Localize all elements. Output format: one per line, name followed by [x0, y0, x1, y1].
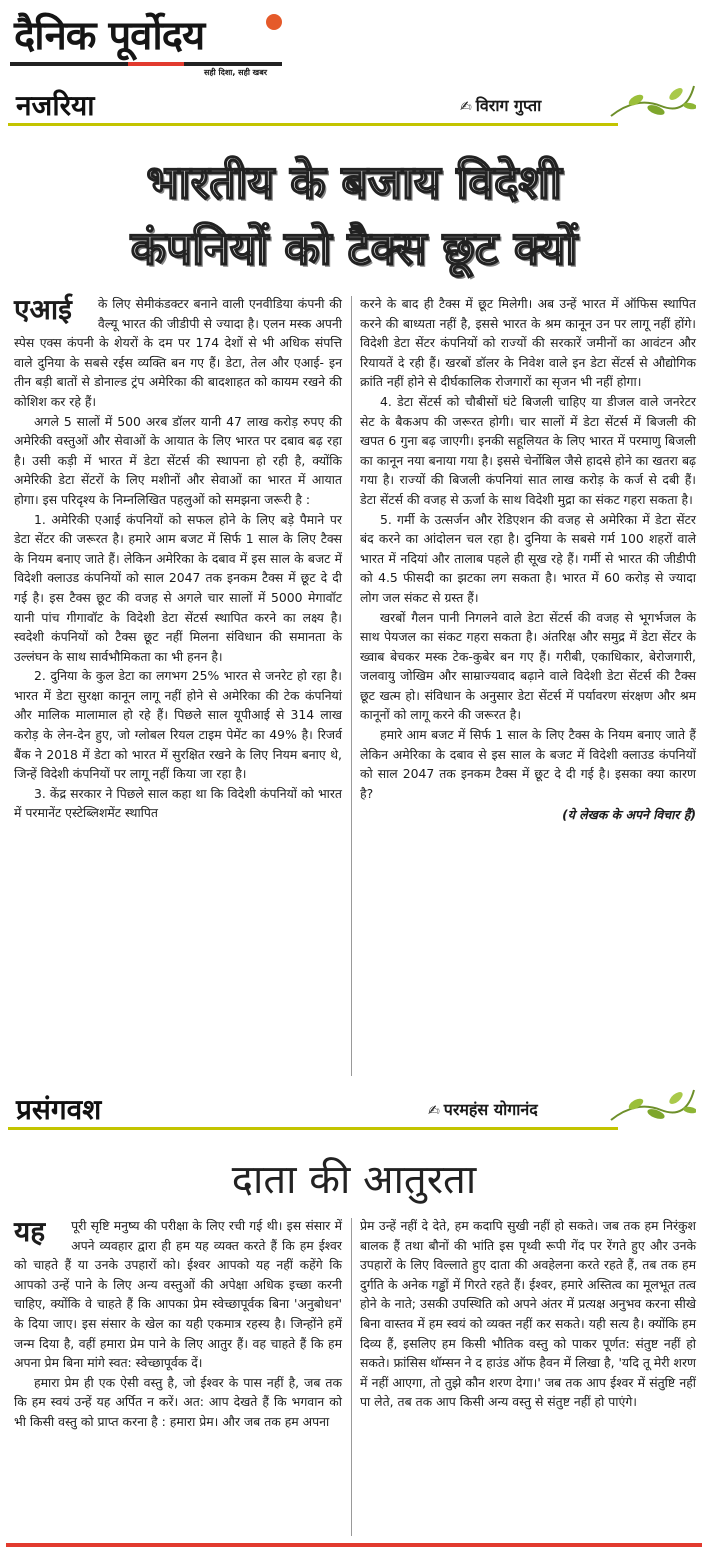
masthead-dot-icon — [266, 14, 282, 30]
author-name: परमहंस योगानंद — [443, 1100, 538, 1119]
masthead-red-rule — [128, 62, 184, 66]
pen-icon: ✍ — [428, 1103, 440, 1119]
article1-right-column — [360, 294, 696, 825]
paragraph: पूरी सृष्टि मनुष्य की परीक्षा के लिए रची गई थी। इस संसार में अपने व्यवहार द्वारा ही हम यह व्यक्त करते हैं कि हम ईश्वर को चाहते हैं या उनके उपहारों को। ईश्वर आपको यह नहीं कहेंगे कि आपको उन्हें पाने के लिए अन्य वस्तुओं की अपेक्षा अधिक इच्छा करनी चाहिए, क्योंकि वे चाहते हैं कि आपका प्रेम स्वेच्छापूर्वक बिना 'अनुबोधन' के दिया जाए। इस संसार के खेल का यही एकमात्र रहस्य है। जिन्होंने हमें जन्म दिया है, वहीं हमारा प्रेम पाने के लिए आतुर हैं। वह चाहते हैं कि हम अपना प्रेम बिना मांगे स्वत: स्वेच्छापूर्वक दें। — [14, 1218, 342, 1371]
paragraph: खरबों गैलन पानी निगलने वाले डेटा सेंटर्स की वजह से भूगर्भजल के साथ पेयजल का संकट गहरा सकता है। अंतरिक्ष और समुद्र में डेटा सेंटर के ख्वाब बेचकर मस्क टेक-कुबेर बन गए हैं। गरीबी, एकाधिकार, बेरोजगारी, जलवायु जोखिम और साम्राज्यवाद बढ़ाने वाले विदेशी डेटा सेंटर्स की टैक्स छूट खत्म हो। संविधान के अनुसार डेटा सेंटर्स में पर्यावरण संरक्षण और श्रम कानूनों को लागू करने की जरूरत है। — [360, 609, 696, 723]
article2-left-column — [14, 1216, 342, 1432]
pen-icon: ✍ — [460, 99, 472, 115]
paragraph: हमारा प्रेम ही एक ऐसी वस्तु है, जो ईश्वर के पास नहीं है, जब तक कि हम स्वयं उन्हें यह अर्पित न करें। अत: आप देखते हैं कि भगवान को भी किसी वस्तु को प्राप्त करना है : हमारा प्रेम। और जब तक हम अपना — [14, 1374, 342, 1429]
masthead — [8, 6, 308, 77]
author-name: विराग गुप्ता — [475, 96, 542, 115]
column-divider — [351, 296, 352, 1076]
author-byline — [460, 94, 541, 116]
section-header-prasangvash — [8, 1088, 700, 1132]
masthead-title: दैनिक पूर्वोदय — [14, 12, 205, 59]
paragraph: के लिए सेमीकंडक्टर बनाने वाली एनवीडिया कंपनी की वैल्यू भारत की जीडीपी से ज्यादा है। एलन मस्क अपनी स्पेस एक्स कंपनी के शेयरों के दम पर 174 देशों से भी अधिक संपत्ति वाले दुनिया के सबसे रईस व्यक्ति बन गए हैं। डेटा, तेल और एआई- इन तीन बड़ी बातों से डोनाल्ड ट्रंप अमेरिका की बादशाहत को कायम रखने की कोशिश कर रहे हैं। — [14, 296, 342, 409]
masthead-tagline: सही दिशा, सही खबर — [204, 68, 268, 77]
paragraph: हमारे आम बजट में सिर्फ 1 साल के लिए टैक्स के नियम बनाए जाते हैं लेकिन अमेरिका के दबाव से इस साल के बजट में विदेशी क्लाउड कंपनियों को साल 2047 तक इनकम टैक्स में छूट दे दी गई है। इसका क्या कारण है? — [360, 727, 696, 801]
headline-line1: भारतीय के बजाय विदेशी — [146, 155, 562, 209]
paragraph: 5. गर्मी के उत्सर्जन और रेडिएशन की वजह से अमेरिका में डेटा सेंटर बंद करने का आंदोलन चल रहा है। दुनिया के सबसे गर्म 100 शहरों वाले भारत में नदियां और तालाब पहले ही सूख रहे हैं। गर्मी से भारत की जीडीपी को 4.5 फीसदी का झटका लग सकता है। भारत में 60 करोड़ से ज्यादा लोग जल संकट से ग्रस्त हैं। — [360, 511, 696, 605]
paragraph: प्रेम उन्हें नहीं दे देते, हम कदापि सुखी नहीं हो सकते। जब तक हम निरंकुश बालक हैं तथा बौनों की भांति इस पृथ्वी रूपी गेंद पर रेंगते हुए और उनके उपहारों के लिए विल्लाते हुए दाता की अवहेलना करते रहते हैं, तब तक हम दुर्गति के अनेक गड्ढों में गिरते रहते हैं। ईश्वर, हमारे अस्तित्व का मूलभूत तत्व होने के नाते; उसकी उपस्थिति को अपने अंतर में प्रत्यक्ष अनुभव करना सीखे बिना वास्तव में हम स्वयं को व्यक्त नहीं कर सकते। यही सत्य है। क्योंकि हम दिव्य हैं, इसलिए हम किसी भौतिक वस्तु को पाकर पूर्णत: संतुष्ट नहीं हो सकते। फ्रांसिस थॉम्सन ने द हाउंड ऑफ हैवन में लिखा है, 'यदि तू मेरी शरण में नहीं आएगा, तो तुझे कौन शरण देगा।' जब तक आप ईश्वर में संतुष्टि नहीं पा लेते, तब तक आप किसी अन्य वस्तु से संतुष्ट नहीं हो पाएंगे। — [360, 1218, 696, 1410]
author-disclaimer: (ये लेखक के अपने विचार हैं) — [562, 807, 696, 823]
headline-article2: दाता की आतुरता — [231, 1157, 477, 1203]
paragraph: 3. केंद्र सरकार ने पिछले साल कहा था कि विदेशी कंपनियों को भारत में परमानेंट एस्टेब्लिशमेंट स्थापित — [14, 785, 342, 821]
section-label: प्रसंगवश — [16, 1093, 102, 1126]
paragraph: 4. डेटा सेंटर्स को चौबीसों घंटे बिजली चाहिए या डीजल वाले जनरेटर सेट के बैकअप की जरूरत होगी। चार सालों में डेटा सेंटर्स में बिजली की खपत 6 गुना बढ़ जाएगी। इनकी सहूलियत के लिए भारत में परमाणु बिजली का कानून नया बनाया गया है। इससे चेर्नोबिल जैसे हादसे होने का खतरा बढ़ गया है। राज्यों की बिजली कंपनियां सात लाख करोड़ के कर्ज से दबी हैं। डेटा सेंटर्स की वजह से ऊर्जा के साथ विदेशी मुद्रा का संकट गहरा सकता है। — [360, 393, 696, 507]
dropcap: एआई — [14, 293, 72, 326]
article2-right-column — [360, 1216, 696, 1412]
article1-left-column — [14, 294, 342, 823]
paragraph: 2. दुनिया के कुल डेटा का लगभग 25% भारत से जनरेट हो रहा है। भारत में डेटा सुरक्षा कानून लागू नहीं होने से अमेरिका की टेक कंपनियां और मालिक मालामाल हो रहे हैं। पिछले साल यूपीआई से 314 लाख करोड़ के लेन-देन हुए, जो ग्लोबल रियल टाइम पेमेंट का 49% है। रिजर्व बैंक ने 2018 में डेटा को भारत में सुरक्षित रखने के लिए नियम बनाए थे, जिन्हें विदेशी कंपनियों पर लागू नहीं किया जा रहा है। — [14, 668, 342, 782]
headline-line2: कंपनियों को टैक्स छूट क्यों — [130, 221, 578, 275]
page-bottom-rule — [6, 1543, 702, 1547]
vine-ornament-icon — [606, 76, 696, 126]
column-divider — [351, 1218, 352, 1536]
paragraph: करने के बाद ही टैक्स में छूट मिलेगी। अब उन्हें भारत में ऑफिस स्थापित करने की बाध्यता नहीं है, इससे भारत के श्रम कानून उन पर लागू नहीं होंगे। विदेशी डेटा सेंटर कंपनियों को राज्यों की सरकारें जमीनों का आवंटन और रियायतें दे रही हैं। खरबों डॉलर के निवेश वाले इन डेटा सेंटर्स से औद्योगिक क्रांति नहीं होने से दीर्घकालिक रोजगारों का सृजन भी नहीं होगा। — [360, 296, 696, 390]
paragraph: अगले 5 सालों में 500 अरब डॉलर यानी 47 लाख करोड़ रुपए की अमेरिकी वस्तुओं और सेवाओं के आयात के लिए भारत पर दबाव बढ़ रहा है। उसी कड़ी में भारत में डेटा सेंटर्स की स्थापना हो रही है, क्योंकि अमेरिकी डेटा सेंटरों के लिए मशीनों और सेवाओं का भारत में आयात होगा। इस परिदृश्य के निम्नलिखित पहलुओं को समझना जरूरी है : — [14, 413, 342, 507]
section-underline — [8, 1127, 618, 1130]
paragraph: 1. अमेरिकी एआई कंपनियों को सफल होने के लिए बड़े पैमाने पर डेटा सेंटर की जरूरत है। हमारे आम बजट में सिर्फ 1 साल के लिए टैक्स के नियम बनाए जाते हैं। लेकिन अमेरिका के दबाव में इस साल के बजट में विदेशी क्लाउड कंपनियों को साल 2047 तक इनकम टैक्स में छूट दे दी गई है। इस टैक्स छूट की वजह से अगले चार सालों में 5000 मेगावॉट यानी पांच गीगावॉट के विदेशी डेटा सेंटर्स स्थापित करने का लक्ष्य है। स्वदेशी कंपनियों को टैक्स छूट नहीं मिलना संविधान की समानता के उल्लंघन के साथ सार्वभौमिकता का भी हनन है। — [14, 511, 342, 664]
author-byline — [428, 1098, 538, 1120]
section-underline — [8, 123, 618, 126]
section-label: नजरिया — [16, 89, 95, 122]
section-header-najariya — [8, 84, 700, 128]
dropcap: यह — [14, 1215, 46, 1248]
vine-ornament-icon — [606, 1080, 696, 1130]
